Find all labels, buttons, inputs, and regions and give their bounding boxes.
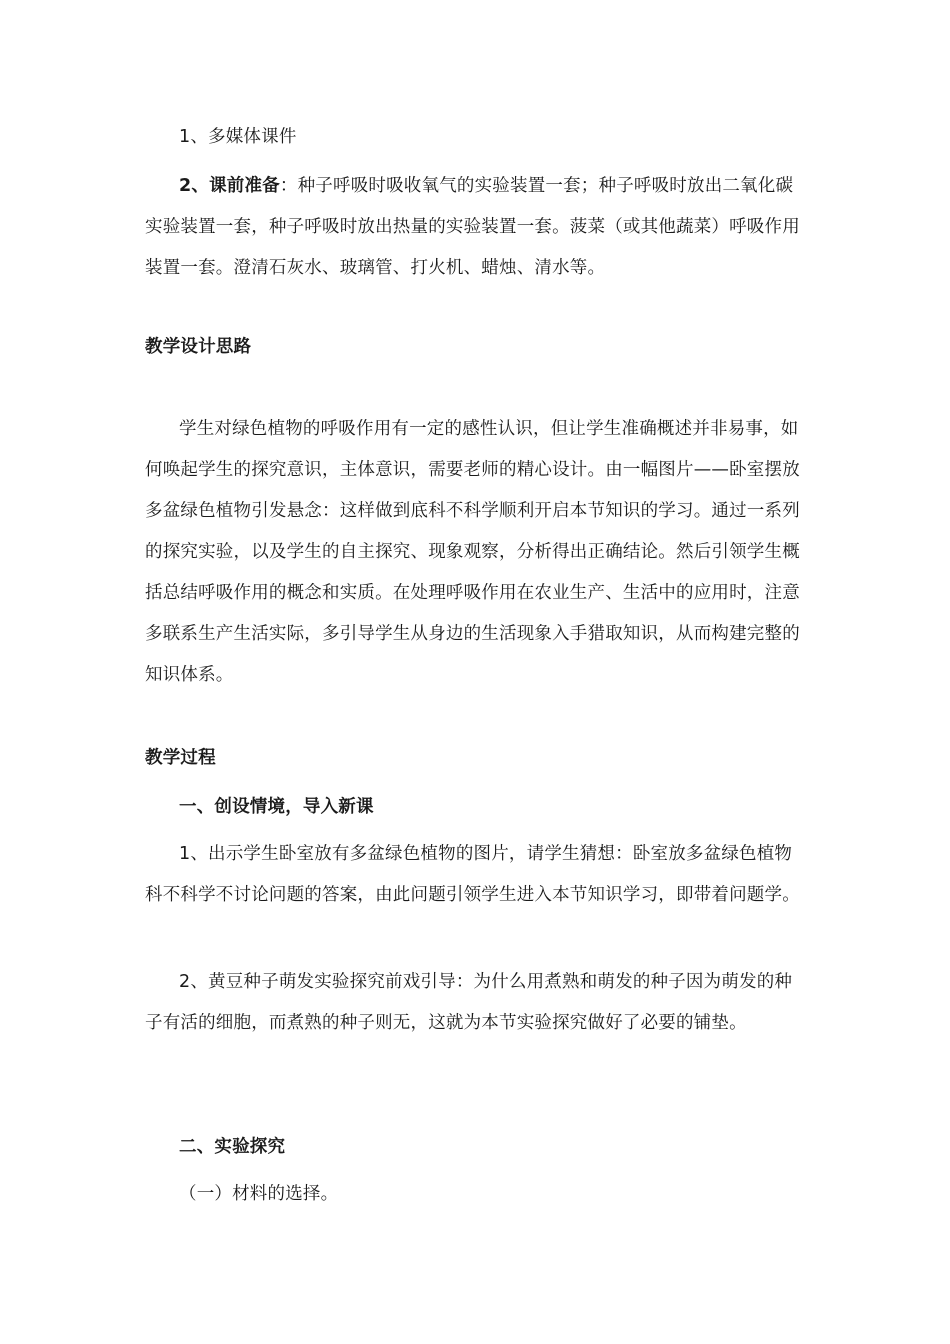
process-heading: 教学过程 — [145, 748, 216, 768]
section1-item-2: 2、黄豆种子萌发实验探究前戏引导：为什么用煮熟和萌发的种子因为萌发的种子有活的细胞，而煮熟的种子则无，这就为本节实验探究做好了必要的铺垫。 — [145, 972, 793, 1033]
design-heading: 教学设计思路 — [145, 337, 252, 357]
materials-item-2-label: 2、课前准备 — [179, 176, 280, 196]
section1-title: 一、创设情境，导入新课 — [179, 797, 374, 817]
materials-item-1: 1、多媒体课件 — [179, 127, 297, 147]
section1-item-1: 1、出示学生卧室放有多盆绿色植物的图片，请学生猜想：卧室放多盆绿色植物科不科学不讨论问题的答案，由此问题引领学生进入本节知识学习，即带着问题学。 — [145, 844, 800, 905]
materials-item-2-text: ：种子呼吸时吸收氧气的实验装置一套；种子呼吸时放出二氧化碳实验装置一套，种子呼吸时放出热量的实验装置一套。菠菜（或其他蔬菜）呼吸作用装置一套。澄清石灰水、玻璃管、打火机、蜡烛、清水等。 — [145, 176, 800, 278]
design-paragraph: 学生对绿色植物的呼吸作用有一定的感性认识，但让学生准确概述并非易事，如何唤起学生的探究意识，主体意识，需要老师的精心设计。由一幅图片——卧室摆放多盆绿色植物引发悬念：这样做到底科不科学顺利开启本节知识的学习。通过一系列的探究实验，以及学生的自主探究、现象观察，分析得出正确结论。然后引领学生概括总结呼吸作用的概念和实质。在处理呼吸作用在农业生产、生活中的应用时，注意多联系生产生活实际，多引导学生从身边的生活现象入手猎取知识，从而构建完整的知识体系。 — [145, 419, 800, 685]
section2-sub-1: （一）材料的选择。 — [179, 1184, 339, 1204]
materials-item-2 — [145, 166, 805, 289]
section2-title: 二、实验探究 — [179, 1137, 286, 1157]
